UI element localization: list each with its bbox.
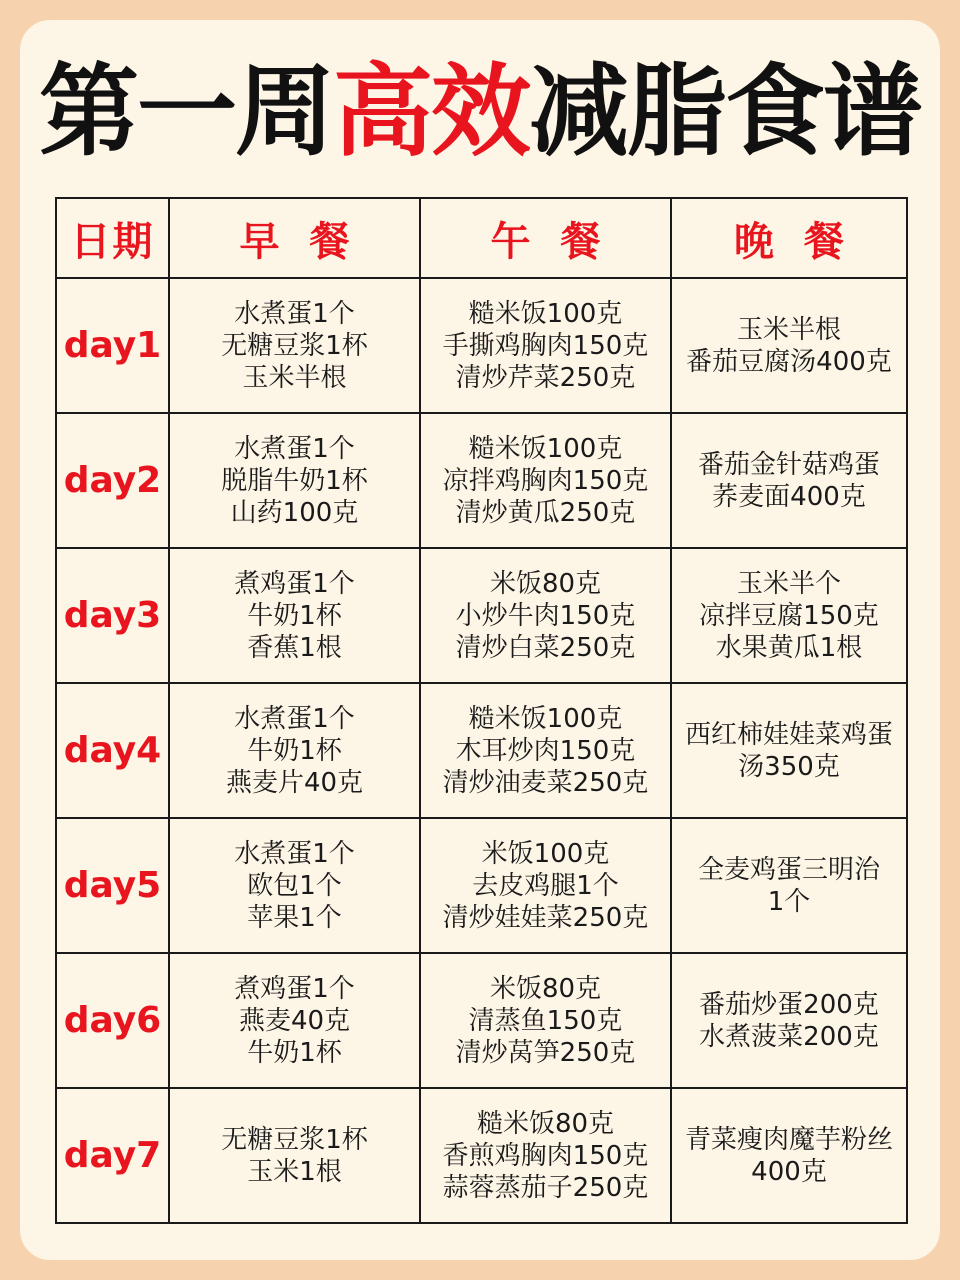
table-header-row	[56, 198, 907, 278]
lunch-item: 糙米饭100克	[468, 298, 623, 329]
dinner-item: 荞麦面400克	[712, 481, 866, 512]
dinner-cell	[671, 278, 907, 413]
breakfast-item: 水煮蛋1个	[234, 433, 355, 464]
dinner-cell	[671, 953, 907, 1088]
lunch-item: 糙米饭100克	[468, 703, 623, 734]
breakfast-item: 水煮蛋1个	[234, 838, 355, 869]
header-date: 日期	[56, 198, 169, 278]
dinner-item: 水煮菠菜200克	[699, 1021, 879, 1052]
meal-plan-table	[55, 197, 908, 1224]
lunch-item: 清炒莴笋250克	[455, 1037, 636, 1068]
table-row	[56, 1088, 907, 1223]
breakfast-item: 脱脂牛奶1杯	[221, 465, 368, 496]
title-part1: 第一周	[39, 53, 333, 170]
breakfast-cell	[169, 683, 420, 818]
breakfast-item: 煮鸡蛋1个	[234, 973, 355, 1004]
dinner-cell	[671, 413, 907, 548]
breakfast-item: 燕麦40克	[238, 1005, 351, 1036]
lunch-cell	[420, 683, 671, 818]
lunch-item: 米饭80克	[489, 973, 602, 1004]
header-breakfast: 早餐	[169, 198, 420, 278]
dinner-item: 番茄金针菇鸡蛋	[697, 449, 880, 480]
breakfast-item: 无糖豆浆1杯	[221, 330, 368, 361]
breakfast-item: 牛奶1杯	[247, 735, 342, 766]
lunch-item: 小炒牛肉150克	[455, 600, 636, 631]
lunch-item: 清炒芹菜250克	[455, 362, 636, 393]
day-label: day4	[56, 683, 169, 818]
lunch-item: 清炒黄瓜250克	[455, 497, 636, 528]
lunch-item: 米饭80克	[489, 568, 602, 599]
dinner-item: 凉拌豆腐150克	[699, 600, 879, 631]
dinner-cell	[671, 548, 907, 683]
breakfast-cell	[169, 548, 420, 683]
table-row	[56, 278, 907, 413]
day-label: day1	[56, 278, 169, 413]
dinner-item: 玉米半根	[736, 314, 841, 345]
title-highlight: 高效	[333, 53, 529, 170]
breakfast-item: 水煮蛋1个	[234, 298, 355, 329]
dinner-cell	[671, 818, 907, 953]
lunch-item: 糙米饭80克	[476, 1108, 615, 1139]
lunch-item: 香煎鸡胸肉150克	[442, 1140, 649, 1171]
lunch-cell	[420, 1088, 671, 1223]
breakfast-cell	[169, 413, 420, 548]
breakfast-cell	[169, 1088, 420, 1223]
table-row	[56, 548, 907, 683]
table-body	[56, 278, 907, 1223]
lunch-item: 凉拌鸡胸肉150克	[442, 465, 649, 496]
dinner-cell	[671, 1088, 907, 1223]
day-label: day7	[56, 1088, 169, 1223]
day-label: day5	[56, 818, 169, 953]
lunch-item: 木耳炒肉150克	[455, 735, 636, 766]
lunch-item: 蒜蓉蒸茄子250克	[442, 1172, 649, 1203]
lunch-item: 米饭100克	[481, 838, 610, 869]
dinner-item: 水果黄瓜1根	[715, 632, 863, 663]
breakfast-item: 煮鸡蛋1个	[234, 568, 355, 599]
lunch-item: 清蒸鱼150克	[468, 1005, 623, 1036]
breakfast-item: 牛奶1杯	[247, 600, 342, 631]
dinner-item: 西红柿娃娃菜鸡蛋	[684, 719, 893, 750]
dinner-item: 番茄豆腐汤400克	[686, 346, 892, 377]
day-label: day2	[56, 413, 169, 548]
day-label: day6	[56, 953, 169, 1088]
lunch-cell	[420, 953, 671, 1088]
lunch-cell	[420, 413, 671, 548]
dinner-cell	[671, 683, 907, 818]
dinner-item: 全麦鸡蛋三明治	[697, 854, 880, 885]
table-row	[56, 413, 907, 548]
table-row	[56, 683, 907, 818]
dinner-item: 400克	[751, 1156, 827, 1187]
breakfast-item: 香蕉1根	[247, 632, 342, 663]
lunch-cell	[420, 818, 671, 953]
title-part2: 减脂食谱	[529, 53, 921, 170]
breakfast-item: 玉米1根	[247, 1156, 342, 1187]
breakfast-item: 无糖豆浆1杯	[221, 1124, 368, 1155]
breakfast-item: 山药100克	[230, 497, 359, 528]
lunch-item: 糙米饭100克	[468, 433, 623, 464]
dinner-item: 1个	[767, 886, 811, 917]
lunch-cell	[420, 548, 671, 683]
dinner-item: 番茄炒蛋200克	[699, 989, 879, 1020]
breakfast-item: 玉米半根	[242, 362, 347, 393]
day-label: day3	[56, 548, 169, 683]
breakfast-item: 燕麦片40克	[225, 767, 364, 798]
dinner-item: 青菜瘦肉魔芋粉丝	[684, 1124, 893, 1155]
header-dinner: 晚餐	[671, 198, 907, 278]
lunch-item: 手撕鸡胸肉150克	[442, 330, 649, 361]
lunch-item: 清炒娃娃菜250克	[442, 902, 649, 933]
breakfast-cell	[169, 278, 420, 413]
lunch-item: 清炒油麦菜250克	[442, 767, 649, 798]
breakfast-cell	[169, 953, 420, 1088]
lunch-item: 清炒白菜250克	[455, 632, 636, 663]
breakfast-cell	[169, 818, 420, 953]
dinner-item: 汤350克	[738, 751, 840, 782]
table-row	[56, 818, 907, 953]
lunch-item: 去皮鸡腿1个	[472, 870, 619, 901]
breakfast-item: 苹果1个	[247, 902, 342, 933]
table-row	[56, 953, 907, 1088]
header-lunch: 午餐	[420, 198, 671, 278]
lunch-cell	[420, 278, 671, 413]
breakfast-item: 欧包1个	[247, 870, 342, 901]
breakfast-item: 牛奶1杯	[247, 1037, 342, 1068]
breakfast-item: 水煮蛋1个	[234, 703, 355, 734]
dinner-item: 玉米半个	[736, 568, 841, 599]
page-title	[0, 52, 960, 172]
